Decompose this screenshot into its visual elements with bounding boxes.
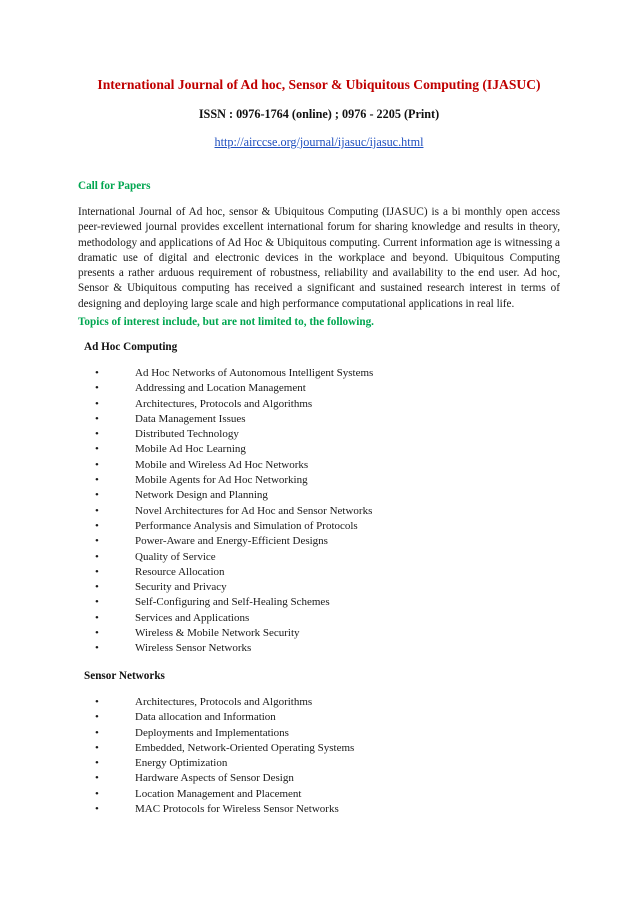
list-item-label: Mobile Ad Hoc Learning — [135, 443, 246, 456]
list-item — [0, 802, 638, 817]
list-item — [0, 442, 638, 457]
list-item — [0, 611, 638, 626]
bullet-icon: • — [95, 726, 99, 739]
bullet-icon: • — [95, 581, 99, 594]
list-item — [0, 504, 638, 519]
journal-url-link[interactable]: http://airccse.org/journal/ijasuc/ijasuc.html — [214, 135, 424, 149]
bullet-icon: • — [95, 757, 99, 770]
list-item-label: Services and Applications — [135, 611, 250, 624]
list-item — [0, 626, 638, 641]
list-item-label: Quality of Service — [135, 550, 216, 563]
intro-paragraph: International Journal of Ad hoc, sensor & Ubiquitous Computing (IJASUC) is a bi monthly open access peer-reviewed journal provides excellent international forum for sharing knowledge and results in theory, methodology and applications of Ad Hoc & Ubiquitous computing. Current information age is witnessing a dramatic use of digital and electronic devices in the workplace and beyond. Ubiquitous Computing presents a rather arduous requirement of robustness, reliability and availability to the end user. Ad hoc, Sensor & Ubiquitous computing has received a significant and sustained research interest in terms of designing and deploying large scale and high performance computational applications in real life. — [78, 206, 560, 310]
list-item — [0, 458, 638, 473]
list-item-label: Wireless & Mobile Network Security — [135, 627, 300, 640]
list-item-label: Wireless Sensor Networks — [135, 642, 252, 655]
section-heading-sensor-networks: Sensor Networks — [84, 670, 165, 682]
list-item — [0, 550, 638, 565]
list-item-label: Self-Configuring and Self-Healing Schemes — [135, 596, 330, 609]
bullet-icon: • — [95, 803, 99, 816]
bullet-icon: • — [95, 565, 99, 578]
list-item — [0, 427, 638, 442]
list-item — [0, 580, 638, 595]
call-for-papers-heading: Call for Papers — [78, 180, 151, 192]
list-item-label: Addressing and Location Management — [135, 382, 306, 395]
list-item — [0, 565, 638, 580]
section-heading-ad-hoc-computing: Ad Hoc Computing — [84, 341, 178, 353]
bullet-icon: • — [95, 428, 99, 441]
bullet-icon: • — [95, 772, 99, 785]
list-item — [0, 366, 638, 381]
bullet-icon: • — [95, 596, 99, 609]
bullet-icon: • — [95, 519, 99, 532]
list-item-label: Architectures, Protocols and Algorithms — [135, 397, 313, 410]
bullet-icon: • — [95, 489, 99, 502]
ad-hoc-computing-list — [0, 366, 638, 657]
bullet-icon: • — [95, 696, 99, 708]
list-item-label: Data Management Issues — [135, 412, 246, 425]
bullet-icon: • — [95, 627, 99, 640]
bullet-icon: • — [95, 474, 99, 487]
sensor-networks-list — [0, 695, 638, 817]
list-item-label: Novel Architectures for Ad Hoc and Sensor Networks — [135, 504, 373, 517]
bullet-icon: • — [95, 367, 99, 379]
list-item — [0, 726, 638, 741]
list-item — [0, 412, 638, 427]
list-item-label: Energy Optimization — [135, 757, 228, 770]
bullet-icon: • — [95, 711, 99, 724]
list-item — [0, 771, 638, 786]
list-item-label: Distributed Technology — [135, 428, 239, 441]
list-item — [0, 787, 638, 802]
list-item-label: Performance Analysis and Simulation of Protocols — [135, 519, 358, 532]
list-item — [0, 397, 638, 412]
list-item-label: Architectures, Protocols and Algorithms — [135, 696, 313, 708]
bullet-icon: • — [95, 412, 99, 425]
journal-issn: ISSN : 0976-1764 (online) ; 0976 - 2205 (Print) — [198, 107, 440, 121]
list-item — [0, 695, 638, 710]
bullet-icon: • — [95, 741, 99, 754]
bullet-icon: • — [95, 382, 99, 395]
bullet-icon: • — [95, 787, 99, 800]
list-item — [0, 756, 638, 771]
list-item — [0, 488, 638, 503]
list-item — [0, 710, 638, 725]
list-item — [0, 381, 638, 396]
list-item — [0, 519, 638, 534]
bullet-icon: • — [95, 611, 99, 624]
list-item-label: Mobile Agents for Ad Hoc Networking — [135, 474, 308, 487]
list-item-label: Security and Privacy — [135, 581, 227, 594]
list-item — [0, 741, 638, 756]
list-item-label: Network Design and Planning — [135, 489, 268, 502]
journal-title: International Journal of Ad hoc, Sensor & Ubiquitous Computing (IJASUC) — [97, 77, 541, 92]
list-item-label: Embedded, Network-Oriented Operating Systems — [135, 741, 355, 754]
list-item-label: Location Management and Placement — [135, 787, 302, 800]
bullet-icon: • — [95, 504, 99, 517]
list-item-label: Hardware Aspects of Sensor Design — [135, 772, 294, 785]
list-item-label: Ad Hoc Networks of Autonomous Intelligent Systems — [135, 367, 374, 379]
list-item-label: Mobile and Wireless Ad Hoc Networks — [135, 458, 309, 471]
list-item — [0, 595, 638, 610]
list-item-label: Deployments and Implementations — [135, 726, 289, 739]
bullet-icon: • — [95, 397, 99, 410]
list-item — [0, 534, 638, 549]
list-item — [0, 641, 638, 656]
list-item-label: Resource Allocation — [135, 565, 225, 578]
list-item-label: Data allocation and Information — [135, 711, 276, 724]
bullet-icon: • — [95, 550, 99, 563]
bullet-icon: • — [95, 458, 99, 471]
list-item — [0, 473, 638, 488]
bullet-icon: • — [95, 642, 99, 655]
bullet-icon: • — [95, 443, 99, 456]
bullet-icon: • — [95, 535, 99, 548]
topics-heading: Topics of interest include, but are not limited to, the following. — [78, 316, 374, 328]
list-item-label: MAC Protocols for Wireless Sensor Networks — [135, 803, 339, 816]
list-item-label: Power-Aware and Energy-Efficient Designs — [135, 535, 328, 548]
